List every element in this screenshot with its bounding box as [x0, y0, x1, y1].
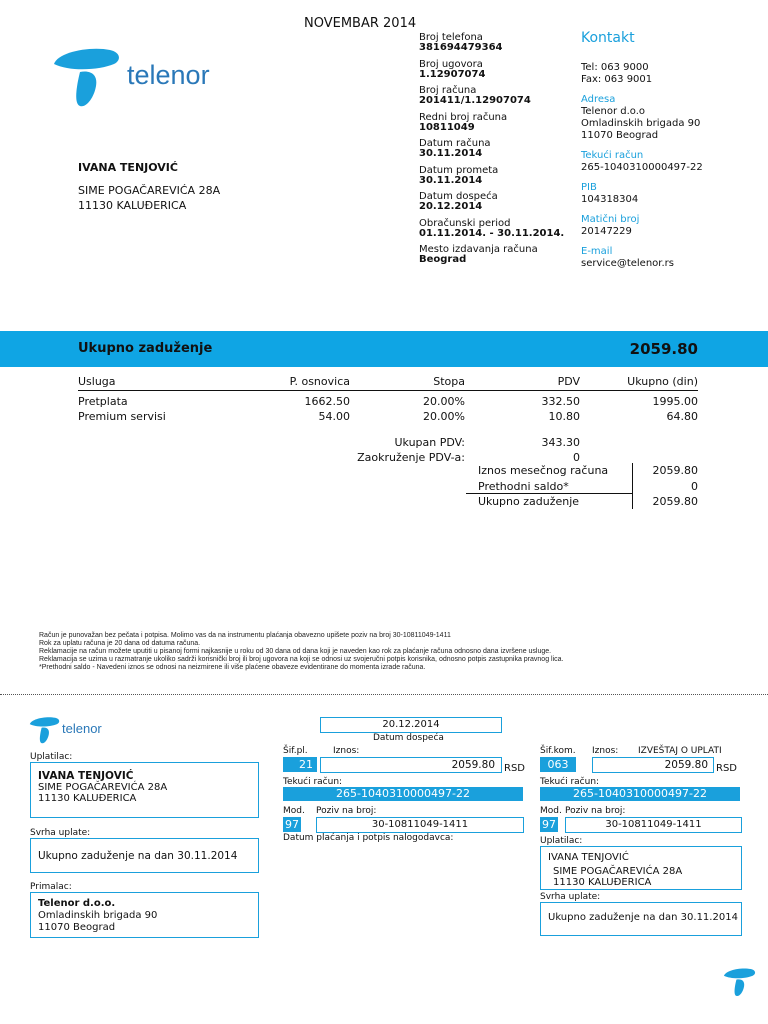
account-number[interactable]: 265-1040310000497-22	[283, 787, 523, 801]
right-payer-label: Uplatilac:	[540, 836, 583, 846]
contact-block	[581, 30, 761, 270]
vat-total-label: Ukupan PDV:	[394, 436, 465, 449]
note-line: Reklamacije na račun možete uputiti u pisanoj formi najkasnije u roku od 30 dana od dana koji je naveden kao rok za plaćanje računa odnosno dana izvršene usluge.	[39, 648, 552, 655]
currency-label: RSD	[504, 763, 525, 774]
due-date-value: 20.12.2014	[382, 719, 440, 730]
right-payer-city: 11130 KALUĐERICA	[553, 877, 652, 888]
account-label: Tekući račun	[581, 150, 644, 161]
meta-item	[419, 113, 569, 140]
right-model-label: Mod.	[540, 806, 562, 816]
amount-value: 2059.80	[451, 759, 495, 771]
recipient-name: Telenor d.o.o.	[38, 898, 116, 909]
totals-rule	[466, 493, 632, 494]
billing-period: NOVEMBAR 2014	[304, 16, 417, 31]
totals-label: Ukupno zaduženje	[478, 495, 580, 508]
totals-value: 0	[691, 480, 698, 493]
table-cell: 1995.00	[652, 395, 698, 408]
vat-rounding-label: Zaokruženje PDV-a:	[357, 451, 465, 464]
meta-item	[419, 245, 569, 272]
reference-label: Poziv na broj:	[316, 806, 377, 816]
total-label: Ukupno zaduženje	[78, 341, 213, 356]
right-account-label: Tekući račun:	[540, 777, 600, 787]
contact-fax: Fax: 063 9001	[581, 74, 653, 85]
amount-label: Iznos:	[333, 746, 360, 756]
address-line: Omladinskih brigada 90	[581, 118, 701, 129]
col-header: PDV	[557, 375, 580, 388]
meta-label: Datum prometa	[419, 164, 499, 176]
invoice-meta	[419, 33, 569, 272]
meta-value: 1.12907074	[419, 68, 486, 80]
payer-name: IVANA TENJOVIĆ	[38, 770, 134, 782]
customer-street: SIME POGAČAREVIĆA 28A	[78, 184, 221, 197]
meta-label: Obračunski period	[419, 217, 511, 229]
table-row	[78, 410, 698, 425]
right-amount-label: Iznos:	[592, 746, 619, 756]
note-line: Račun je punovažan bez pečata i potpisa. Molimo vas da na instrumentu plaćanja obavezno upišete poziv na broj 30-10811049-1411	[39, 632, 451, 639]
fine-print	[39, 632, 739, 672]
meta-value: 30.11.2014	[419, 148, 483, 159]
vat-total-value: 343.30	[541, 436, 580, 449]
payment-code[interactable]: 21	[283, 757, 317, 772]
right-reference-box[interactable]	[565, 817, 742, 833]
col-header: Usluga	[78, 375, 116, 388]
right-payment-code-label: Šif.kom.	[540, 746, 576, 756]
payer-label: Uplatilac:	[30, 752, 73, 762]
reference-value: 30-10811049-1411	[371, 819, 469, 830]
recipient-street: Omladinskih brigada 90	[38, 910, 158, 921]
slip-brand: telenor	[62, 721, 102, 736]
amount-box[interactable]	[320, 757, 502, 773]
total-amount: 2059.80	[629, 340, 698, 358]
reference-box[interactable]	[316, 817, 524, 833]
perforation-line	[0, 694, 768, 695]
meta-label: Datum dospeća	[419, 191, 498, 202]
table-row	[78, 395, 698, 410]
recipient-label: Primalac:	[30, 882, 72, 892]
payment-code-label: Šif.pl.	[283, 746, 308, 756]
purpose-box[interactable]	[30, 838, 259, 873]
table-cell: 1662.50	[304, 395, 350, 408]
contact-tel: Tel: 063 9000	[581, 62, 649, 73]
col-header: P. osnovica	[289, 375, 350, 388]
meta-value: 201411/1.12907074	[419, 95, 531, 106]
address-line: 11070 Beograd	[581, 130, 659, 141]
pib-label: PIB	[581, 182, 597, 193]
payer-city: 11130 KALUĐERICA	[38, 793, 137, 804]
slip-logo-icon	[28, 715, 62, 745]
table-cell: 332.50	[541, 395, 580, 408]
col-header: Stopa	[433, 375, 465, 388]
right-currency-label: RSD	[716, 763, 737, 774]
meta-item	[419, 86, 569, 113]
note-line: Reklamacija se uzima u razmatranje ukoliko sadrži korisnički broj ili broj ugovora na koji se odnosi uz svojeručni potpis korisnika, odnosno potpis zastupnika pravnog lica.	[39, 656, 564, 663]
meta-item	[419, 219, 569, 246]
totals-box	[466, 463, 698, 509]
right-payer-street: SIME POGAČAREVIĆA 28A	[553, 866, 683, 877]
meta-value: Beograd	[419, 254, 467, 265]
email-value: service@telenor.rs	[581, 258, 674, 269]
totals-value: 2059.80	[652, 495, 698, 508]
signature-label: Datum plaćanja i potpis nalogodavca:	[283, 833, 454, 843]
note-line: Rok za uplatu računa je 20 dana od datuma računa.	[39, 640, 201, 647]
customer-city: 11130 KALUĐERICA	[78, 199, 187, 212]
meta-item	[419, 60, 569, 87]
totals-label: Iznos mesečnog računa	[478, 464, 609, 477]
meta-value: 30.11.2014	[419, 174, 483, 186]
right-amount-value: 2059.80	[664, 759, 708, 771]
meta-label: Mesto izdavanja računa	[419, 244, 538, 255]
purpose-label: Svrha uplate:	[30, 828, 91, 838]
totals-divider	[632, 463, 633, 509]
table-cell: Pretplata	[78, 395, 128, 408]
due-date-label: Datum dospeća	[373, 733, 444, 743]
account-number: 265-1040310000497-22	[581, 162, 703, 173]
meta-value: 381694479364	[419, 42, 503, 53]
meta-value: 20.12.2014	[419, 201, 483, 212]
mb-value: 20147229	[581, 226, 632, 237]
address-line: Telenor d.o.o	[581, 106, 646, 117]
meta-label: Redni broj računa	[419, 111, 508, 123]
table-cell: 64.80	[666, 410, 698, 423]
meta-label: Datum računa	[419, 138, 491, 149]
meta-label: Broj ugovora	[419, 58, 483, 70]
table-header	[78, 374, 698, 391]
telenor-logo-icon	[50, 44, 125, 110]
address-label: Adresa	[581, 94, 616, 105]
meta-item	[419, 139, 569, 166]
table-cell: Premium servisi	[78, 410, 166, 423]
contact-title: Kontakt	[581, 30, 635, 46]
mb-label: Matični broj	[581, 214, 640, 225]
payer-street: SIME POGAČAREVIĆA 28A	[38, 782, 168, 793]
note-line: *Prethodni saldo - Navedeni iznos se odnosi na neizmirene ili više plaćene obaveze evidentirane do momenta izrade računa.	[39, 664, 426, 671]
meta-item	[419, 192, 569, 219]
totals-label: Prethodni saldo*	[478, 480, 569, 493]
totals-value: 2059.80	[652, 464, 698, 477]
email-label: E-mail	[581, 246, 613, 257]
right-purpose-box[interactable]	[540, 902, 742, 936]
right-account-number[interactable]: 265-1040310000497-22	[540, 787, 740, 801]
account-label: Tekući račun:	[283, 777, 343, 787]
purpose-text: Ukupno zaduženje na dan 30.11.2014	[38, 850, 238, 862]
vat-rounding-value: 0	[573, 451, 580, 464]
total-band	[0, 331, 768, 367]
right-purpose-text: Ukupno zaduženje na dan 30.11.2014	[548, 912, 738, 923]
report-title: IZVEŠTAJ O UPLATI	[638, 746, 722, 756]
corner-logo-icon	[722, 966, 758, 998]
right-purpose-label: Svrha uplate:	[540, 892, 601, 902]
recipient-box[interactable]	[30, 892, 259, 938]
meta-value: 10811049	[419, 121, 475, 133]
col-header: Ukupno (din)	[627, 375, 698, 388]
customer-address	[78, 160, 220, 213]
table-cell: 20.00%	[423, 395, 465, 408]
table-cell: 20.00%	[423, 410, 465, 423]
model-label: Mod.	[283, 806, 305, 816]
right-reference-label: Poziv na broj:	[565, 806, 626, 816]
table-cell: 10.80	[548, 410, 580, 423]
meta-label: Broj telefona	[419, 32, 483, 43]
right-amount-box[interactable]	[592, 757, 714, 773]
meta-label: Broj računa	[419, 85, 477, 96]
meta-item	[419, 166, 569, 193]
table-cell: 54.00	[318, 410, 350, 423]
right-reference-value: 30-10811049-1411	[605, 819, 702, 830]
right-model-number[interactable]: 97	[542, 818, 556, 831]
pib-value: 104318304	[581, 194, 639, 205]
meta-value: 01.11.2014. - 30.11.2014.	[419, 227, 565, 239]
recipient-city: 11070 Beograd	[38, 922, 116, 933]
charges-table	[78, 374, 698, 425]
right-payment-code[interactable]: 063	[540, 757, 576, 772]
right-payer-box[interactable]	[540, 846, 742, 890]
right-payer-name: IVANA TENJOVIĆ	[548, 852, 629, 863]
payer-box[interactable]	[30, 762, 259, 818]
due-date-box[interactable]	[320, 717, 502, 733]
meta-item	[419, 33, 569, 60]
customer-name: IVANA TENJOVIĆ	[78, 161, 178, 174]
model-number[interactable]: 97	[285, 818, 299, 831]
brand-name: telenor	[127, 60, 210, 90]
